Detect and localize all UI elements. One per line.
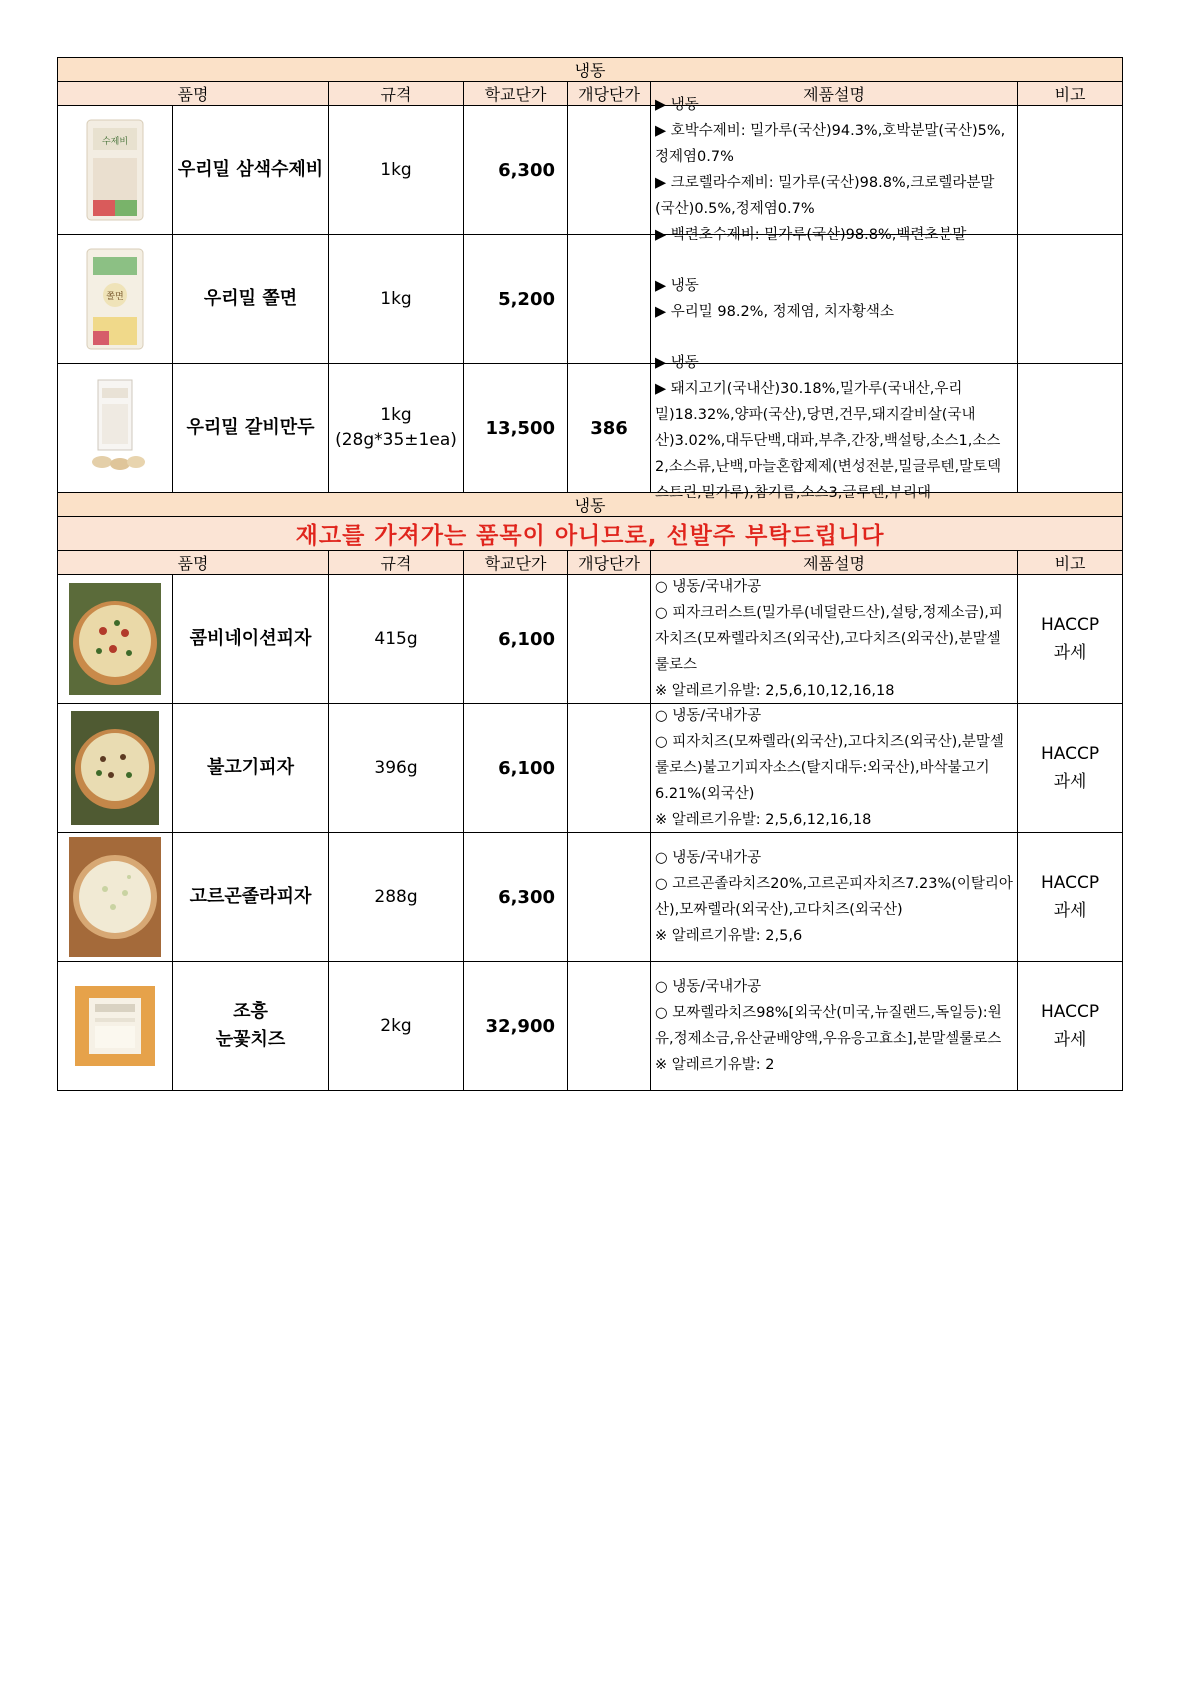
unit-price — [568, 833, 651, 962]
section-title: 냉동 — [58, 493, 1123, 517]
desc-line: ○ 고르곤졸라치즈20%,고르곤피자치즈7.23%(이탈리아산),모짜렐라(외국산),고다치즈(외국산) — [655, 876, 1013, 918]
product-description — [651, 97, 1018, 243]
school-price: 6,100 — [464, 575, 568, 704]
table-row — [58, 364, 1123, 493]
product-image — [58, 106, 173, 235]
product-name — [173, 962, 329, 1091]
school-price: 32,900 — [464, 962, 568, 1091]
product-spec: 415g — [329, 575, 464, 704]
col-header-description: 제품설명 — [651, 82, 1018, 106]
svg-text:수제비: 수제비 — [101, 137, 129, 147]
col-header-school-price: 학교단가 — [464, 551, 568, 575]
tax-label: 과세 — [1053, 643, 1087, 663]
product-name: 고르곤졸라피자 — [173, 833, 329, 962]
desc-line: ※ 알레르기유발: 2,5,6,10,12,16,18 — [655, 683, 895, 699]
product-note — [1018, 575, 1123, 704]
desc-line: ○ 냉동/국내가공 — [655, 979, 762, 995]
col-header-unit-price: 개당단가 — [568, 82, 651, 106]
product-name: 우리밀 쫄면 — [173, 235, 329, 364]
product-image — [58, 364, 173, 493]
unit-price: 386 — [568, 364, 651, 493]
product-name: 우리밀 삼색수제비 — [173, 106, 329, 235]
desc-line: ▶ 냉동 — [655, 97, 699, 113]
product-description — [651, 575, 1018, 704]
school-price: 6,300 — [464, 833, 568, 962]
spec-line: (28g*35±1ea) — [335, 430, 457, 450]
unit-price — [568, 704, 651, 833]
product-image — [58, 833, 173, 962]
product-note — [1018, 962, 1123, 1091]
col-header-spec: 규격 — [329, 551, 464, 575]
product-image — [58, 962, 173, 1091]
desc-line: ▶ 호박수제비: 밀가루(국산)94.3%,호박분말(국산)5%,정제염0.7% — [655, 123, 1006, 165]
desc-line: ○ 피자크러스트(밀가루(네덜란드산),설탕,정제소금),피자치즈(모짜렐라치즈(외국산),고다치즈(외국산),분말셀룰로스 — [655, 605, 1003, 673]
table-row — [58, 575, 1123, 704]
product-note — [1018, 833, 1123, 962]
product-description — [651, 833, 1018, 962]
pre-order-notice: 재고를 가져가는 품목이 아니므로, 선발주 부탁드립니다 — [58, 517, 1123, 551]
col-header-unit-price: 개당단가 — [568, 551, 651, 575]
product-spec: 1kg — [329, 106, 464, 235]
haccp-label: HACCP — [1040, 744, 1100, 764]
product-name-line: 눈꽃치즈 — [215, 1029, 286, 1050]
desc-line: ▶ 돼지고기(국내산)30.18%,밀가루(국내산,우리밀)18.32%,양파(국산),당면,건무,돼지갈비살(국내산)3.02%,대두단백,대파,부추,간장,백설탕,소스1,소스2,소스류,난백,마늘혼합제제(변성전분,밀글루텐,말토덱스트린,밀가루),참기름,소스3,글루텐,부리대 — [655, 381, 1002, 501]
table-row — [58, 962, 1123, 1091]
product-image — [58, 235, 173, 364]
product-description — [651, 355, 1018, 501]
col-header-name: 품명 — [58, 551, 329, 575]
col-header-note: 비고 — [1018, 82, 1123, 106]
desc-line: ▶ 크로렐라수제비: 밀가루(국산)98.8%,크로렐라분말(국산)0.5%,정제염0.7% — [655, 175, 995, 217]
table-row — [58, 833, 1123, 962]
desc-line: ※ 알레르기유발: 2,5,6 — [655, 928, 803, 944]
product-spec: 396g — [329, 704, 464, 833]
pre-order-notice-row — [58, 517, 1123, 551]
product-name-line: 조흥 — [233, 1001, 268, 1022]
product-description — [651, 962, 1018, 1091]
unit-price — [568, 235, 651, 364]
desc-line: ※ 알레르기유발: 2 — [655, 1057, 775, 1073]
desc-line: ▶ 백련초수제비: 밀가루(국산)98.8%,백련초분말 — [655, 227, 967, 243]
product-image — [58, 575, 173, 704]
desc-line: ▶ 냉동 — [655, 278, 699, 294]
school-price: 6,300 — [464, 106, 568, 235]
product-name: 우리밀 갈비만두 — [173, 364, 329, 493]
desc-line: ○ 냉동/국내가공 — [655, 850, 762, 866]
desc-line: ▶ 우리밀 98.2%, 정제염, 치자황색소 — [655, 304, 894, 320]
haccp-label: HACCP — [1040, 1002, 1100, 1022]
tax-label: 과세 — [1053, 901, 1087, 921]
product-description — [651, 704, 1018, 833]
col-header-school-price: 학교단가 — [464, 82, 568, 106]
product-note — [1018, 364, 1123, 493]
col-header-description: 제품설명 — [651, 551, 1018, 575]
product-name: 콤비네이션피자 — [173, 575, 329, 704]
svg-text:쫄면: 쫄면 — [106, 292, 124, 302]
product-spec: 288g — [329, 833, 464, 962]
school-price: 5,200 — [464, 235, 568, 364]
section-header-frozen — [58, 58, 1123, 82]
product-name: 불고기피자 — [173, 704, 329, 833]
table-row — [58, 106, 1123, 235]
tax-label: 과세 — [1053, 1030, 1087, 1050]
desc-line: ○ 모짜렐라치즈98%[외국산(미국,뉴질랜드,독일등):원유,정제소금,유산균배양액,우유응고효소],분말셀룰로스 — [655, 1005, 1002, 1047]
unit-price — [568, 106, 651, 235]
table-row — [58, 704, 1123, 833]
desc-line: ○ 피자치즈(모짜렐라(외국산),고다치즈(외국산),분말셀룰로스)불고기피자소스(탈지대두:외국산),바삭불고기6.21%(외국산) — [655, 734, 1004, 802]
haccp-label: HACCP — [1040, 873, 1100, 893]
col-header-spec: 규격 — [329, 82, 464, 106]
product-spec: 1kg — [329, 235, 464, 364]
haccp-label: HACCP — [1040, 615, 1100, 635]
unit-price — [568, 962, 651, 1091]
school-price: 13,500 — [464, 364, 568, 493]
product-price-table — [57, 57, 1123, 1091]
column-header-row — [58, 551, 1123, 575]
table-row — [58, 235, 1123, 364]
product-note — [1018, 704, 1123, 833]
col-header-name: 품명 — [58, 82, 329, 106]
product-spec: 2kg — [329, 962, 464, 1091]
desc-line: ▶ 냉동 — [655, 355, 699, 371]
col-header-note: 비고 — [1018, 551, 1123, 575]
product-image — [58, 704, 173, 833]
unit-price — [568, 575, 651, 704]
school-price: 6,100 — [464, 704, 568, 833]
desc-line: ※ 알레르기유발: 2,5,6,12,16,18 — [655, 812, 872, 828]
product-spec — [329, 364, 464, 493]
spec-line: 1kg — [380, 405, 412, 425]
product-note — [1018, 106, 1123, 235]
tax-label: 과세 — [1053, 772, 1087, 792]
desc-line: ○ 냉동/국내가공 — [655, 708, 762, 724]
product-description — [651, 235, 1018, 364]
product-note — [1018, 235, 1123, 364]
desc-line: ○ 냉동/국내가공 — [655, 579, 762, 595]
section-title: 냉동 — [58, 58, 1123, 82]
